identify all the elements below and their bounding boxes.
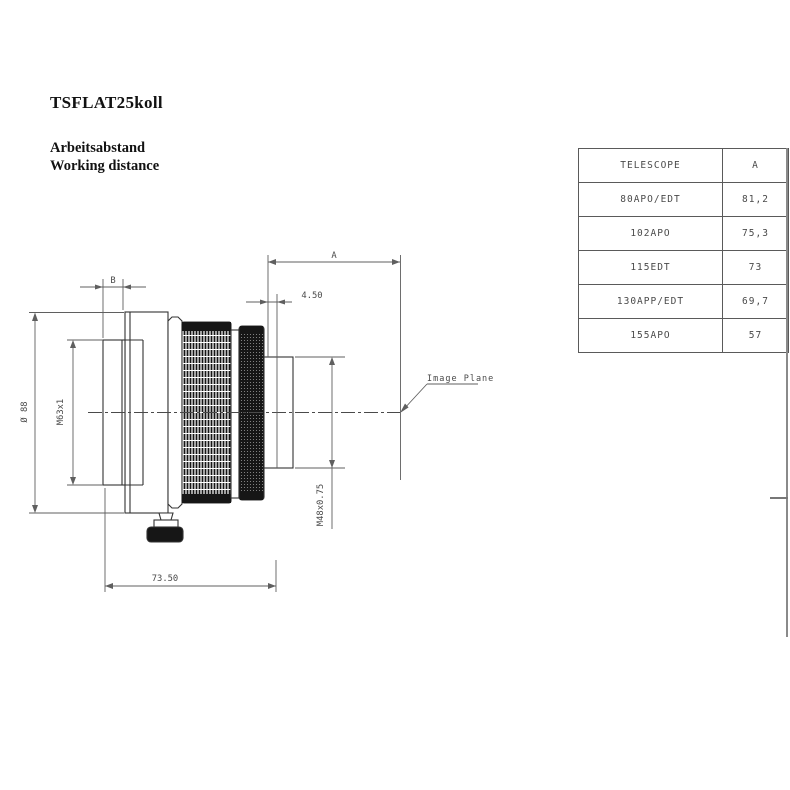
cell-a-value: 75,3 [723, 217, 789, 251]
dim-label-thread-length: 4.50 [301, 291, 323, 301]
knurled-ring-rear [239, 326, 264, 500]
cell-a-value: 69,7 [723, 285, 789, 319]
cell-telescope: 155APO [579, 319, 723, 353]
working-distance-table [578, 148, 789, 353]
cell-telescope: 80APO/EDT [579, 183, 723, 217]
cell-telescope: 130APP/EDT [579, 285, 723, 319]
page-title: TSFLAT25koll [50, 93, 163, 112]
dim-label-overall-length: 73.50 [151, 574, 179, 584]
image-plane-label: Image Plane [427, 374, 495, 384]
dim-label-a: A [331, 251, 337, 261]
cell-telescope: 102APO [579, 217, 723, 251]
subtitle-english: Working distance [50, 158, 160, 174]
subtitle-german: Arbeitsabstand [50, 140, 146, 156]
sheet-border-tick [770, 497, 788, 499]
table-row [579, 251, 789, 285]
knurl-front-top-band [182, 322, 231, 331]
col-header-telescope: TELESCOPE [579, 149, 723, 183]
table-row [579, 285, 789, 319]
col-header-a: A [723, 149, 789, 183]
dim-label-front-thread: M63x1 [56, 398, 66, 426]
table-row [579, 183, 789, 217]
cell-a-value: 57 [723, 319, 789, 353]
lens-body [103, 312, 293, 542]
knurl-front-bottom-band [182, 494, 231, 503]
knurl-rear-bottom-band [240, 492, 263, 500]
dim-a-working-distance [268, 251, 400, 357]
dim-label-rear-thread: M48x0.75 [316, 483, 326, 527]
dim-label-diameter: Ø 88 [20, 401, 30, 423]
sheet-border-right [786, 148, 788, 637]
cell-a-value: 81,2 [723, 183, 789, 217]
cell-telescope: 115EDT [579, 251, 723, 285]
image-plane-callout [400, 255, 494, 480]
dim-rear-thread [295, 357, 345, 529]
thumbscrew-neck [159, 513, 173, 520]
thumbscrew-head [147, 527, 183, 542]
table-row [579, 217, 789, 251]
knurl-rear-top-band [240, 326, 263, 334]
thumbscrew-washer [154, 520, 178, 527]
table-header-row [579, 149, 789, 183]
cell-a-value: 73 [723, 251, 789, 285]
table-row [579, 319, 789, 353]
spacer-ring [231, 330, 239, 498]
dim-label-b: B [110, 276, 116, 286]
